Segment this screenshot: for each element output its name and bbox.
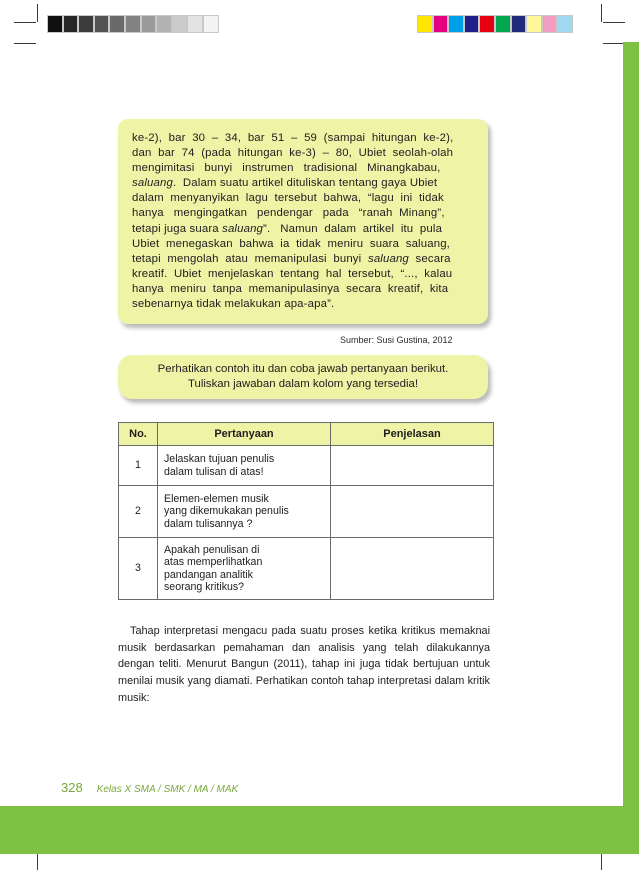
calibration-swatch	[63, 15, 79, 33]
calibration-swatch	[109, 15, 125, 33]
excerpt-line: kreatif. Ubiet menjelaskan tentang hal tersebut, “..., kalau	[132, 267, 453, 280]
question-line: dalam tulisan di atas!	[164, 465, 264, 478]
question-line: dalam tulisannya ?	[164, 517, 253, 530]
question-table	[118, 422, 494, 600]
italic-term: saluang	[222, 222, 264, 235]
calibration-swatch	[495, 15, 511, 33]
italic-term: saluang	[367, 252, 409, 265]
row-number: 3	[119, 538, 158, 600]
instruction-box	[118, 355, 488, 399]
excerpt-panel	[118, 119, 488, 324]
calibration-swatch	[433, 15, 449, 33]
question-line: seorang kritikus?	[164, 581, 245, 593]
table-row	[119, 538, 494, 600]
instruction-line-2: Tuliskan jawaban dalam kolom yang tersedia!	[187, 378, 419, 390]
table-row	[119, 486, 494, 538]
calibration-swatch	[187, 15, 203, 33]
answer-cell[interactable]	[331, 446, 494, 486]
grayscale-calibration-bar	[47, 15, 219, 33]
table-row	[119, 446, 494, 486]
book-title: Kelas X SMA / SMK / MA / MAK	[96, 784, 239, 795]
excerpt-line: dan bar 74 (pada hitungan ke-3) – 80, Ubiet seolah-olah	[132, 147, 454, 160]
green-bottom-band	[0, 806, 639, 854]
calibration-swatch	[464, 15, 480, 33]
calibration-swatch	[156, 15, 172, 33]
calibration-swatch	[141, 15, 157, 33]
calibration-swatch	[526, 15, 542, 33]
question-cell	[158, 486, 331, 538]
calibration-swatch	[511, 15, 527, 33]
excerpt-text	[132, 131, 474, 312]
answer-cell[interactable]	[331, 538, 494, 600]
calibration-swatch	[557, 15, 573, 33]
green-side-band	[623, 42, 639, 854]
calibration-swatch	[417, 15, 433, 33]
question-line: atas memperlihatkan	[164, 556, 263, 568]
excerpt-line: mengimitasi bunyi instrumen tradisional Minangkabau,	[132, 162, 441, 175]
question-cell	[158, 538, 331, 600]
header-penjelasan: Penjelasan	[331, 423, 494, 446]
source-citation: Sumber: Susi Gustina, 2012	[340, 335, 453, 345]
calibration-swatch	[172, 15, 188, 33]
header-pertanyaan: Pertanyaan	[158, 423, 331, 446]
excerpt-line: tetapi juga suara saluang”. Namun dalam artikel itu pula	[132, 222, 443, 235]
page-footer	[61, 780, 238, 795]
row-number: 1	[119, 446, 158, 486]
excerpt-line: hanya meniru tanpa memanipulasinya secara kreatif, kita	[132, 282, 449, 295]
excerpt-line: sebenarnya tidak melakukan apa-apa”.	[132, 298, 335, 311]
calibration-swatch	[78, 15, 94, 33]
excerpt-line: saluang. Dalam suatu artikel dituliskan tentang gaya Ubiet	[132, 177, 438, 190]
answer-cell[interactable]	[331, 486, 494, 538]
calibration-swatch	[448, 15, 464, 33]
calibration-swatch	[479, 15, 495, 33]
excerpt-line: tetapi mengolah atau memanipulasi bunyi saluang secara	[132, 252, 451, 265]
question-line: Apakah penulisan di	[164, 543, 260, 556]
page-number: 328	[61, 780, 83, 795]
italic-term: saluang	[132, 177, 173, 190]
question-line: yang dikemukakan penulis	[164, 505, 289, 518]
question-line: Jelaskan tujuan penulis	[164, 453, 275, 465]
question-line: pandangan analitik	[164, 568, 253, 581]
excerpt-line: ke-2), bar 30 – 34, bar 51 – 59 (sampai hitungan ke-2),	[132, 132, 454, 144]
excerpt-line: hanya mengingatkan pendengar pada “ranah Minang”,	[132, 207, 445, 220]
instruction-line-1: Perhatikan contoh itu dan coba jawab pertanyaan berikut.	[157, 363, 449, 375]
header-no: No.	[119, 423, 158, 446]
calibration-swatch	[125, 15, 141, 33]
row-number: 2	[119, 486, 158, 538]
body-paragraph	[118, 623, 490, 707]
color-calibration-bar	[417, 15, 573, 33]
question-line: Elemen-elemen musik	[164, 492, 269, 505]
calibration-swatch	[542, 15, 558, 33]
excerpt-line: Ubiet menegaskan bahwa ia tidak meniru suara saluang,	[132, 237, 450, 250]
interpretation-paragraph: Tahap interpretasi mengacu pada suatu proses ketika kritikus memaknai musik berdasarkan pemahaman dan analisis yang telah dilakukannya dengan teliti. Menurut Bangun (2011), tahap ini juga tidak bertujuan untuk menilai musik yang diamati. Perhatikan contoh tahap interpretasi dalam kritik musik:	[118, 625, 490, 704]
calibration-swatch	[203, 15, 219, 33]
question-cell	[158, 446, 331, 486]
excerpt-line: dalam menyanyikan lagu tersebut bahwa, “lagu ini tidak	[132, 192, 444, 205]
calibration-swatch	[94, 15, 110, 33]
calibration-swatch	[47, 15, 63, 33]
